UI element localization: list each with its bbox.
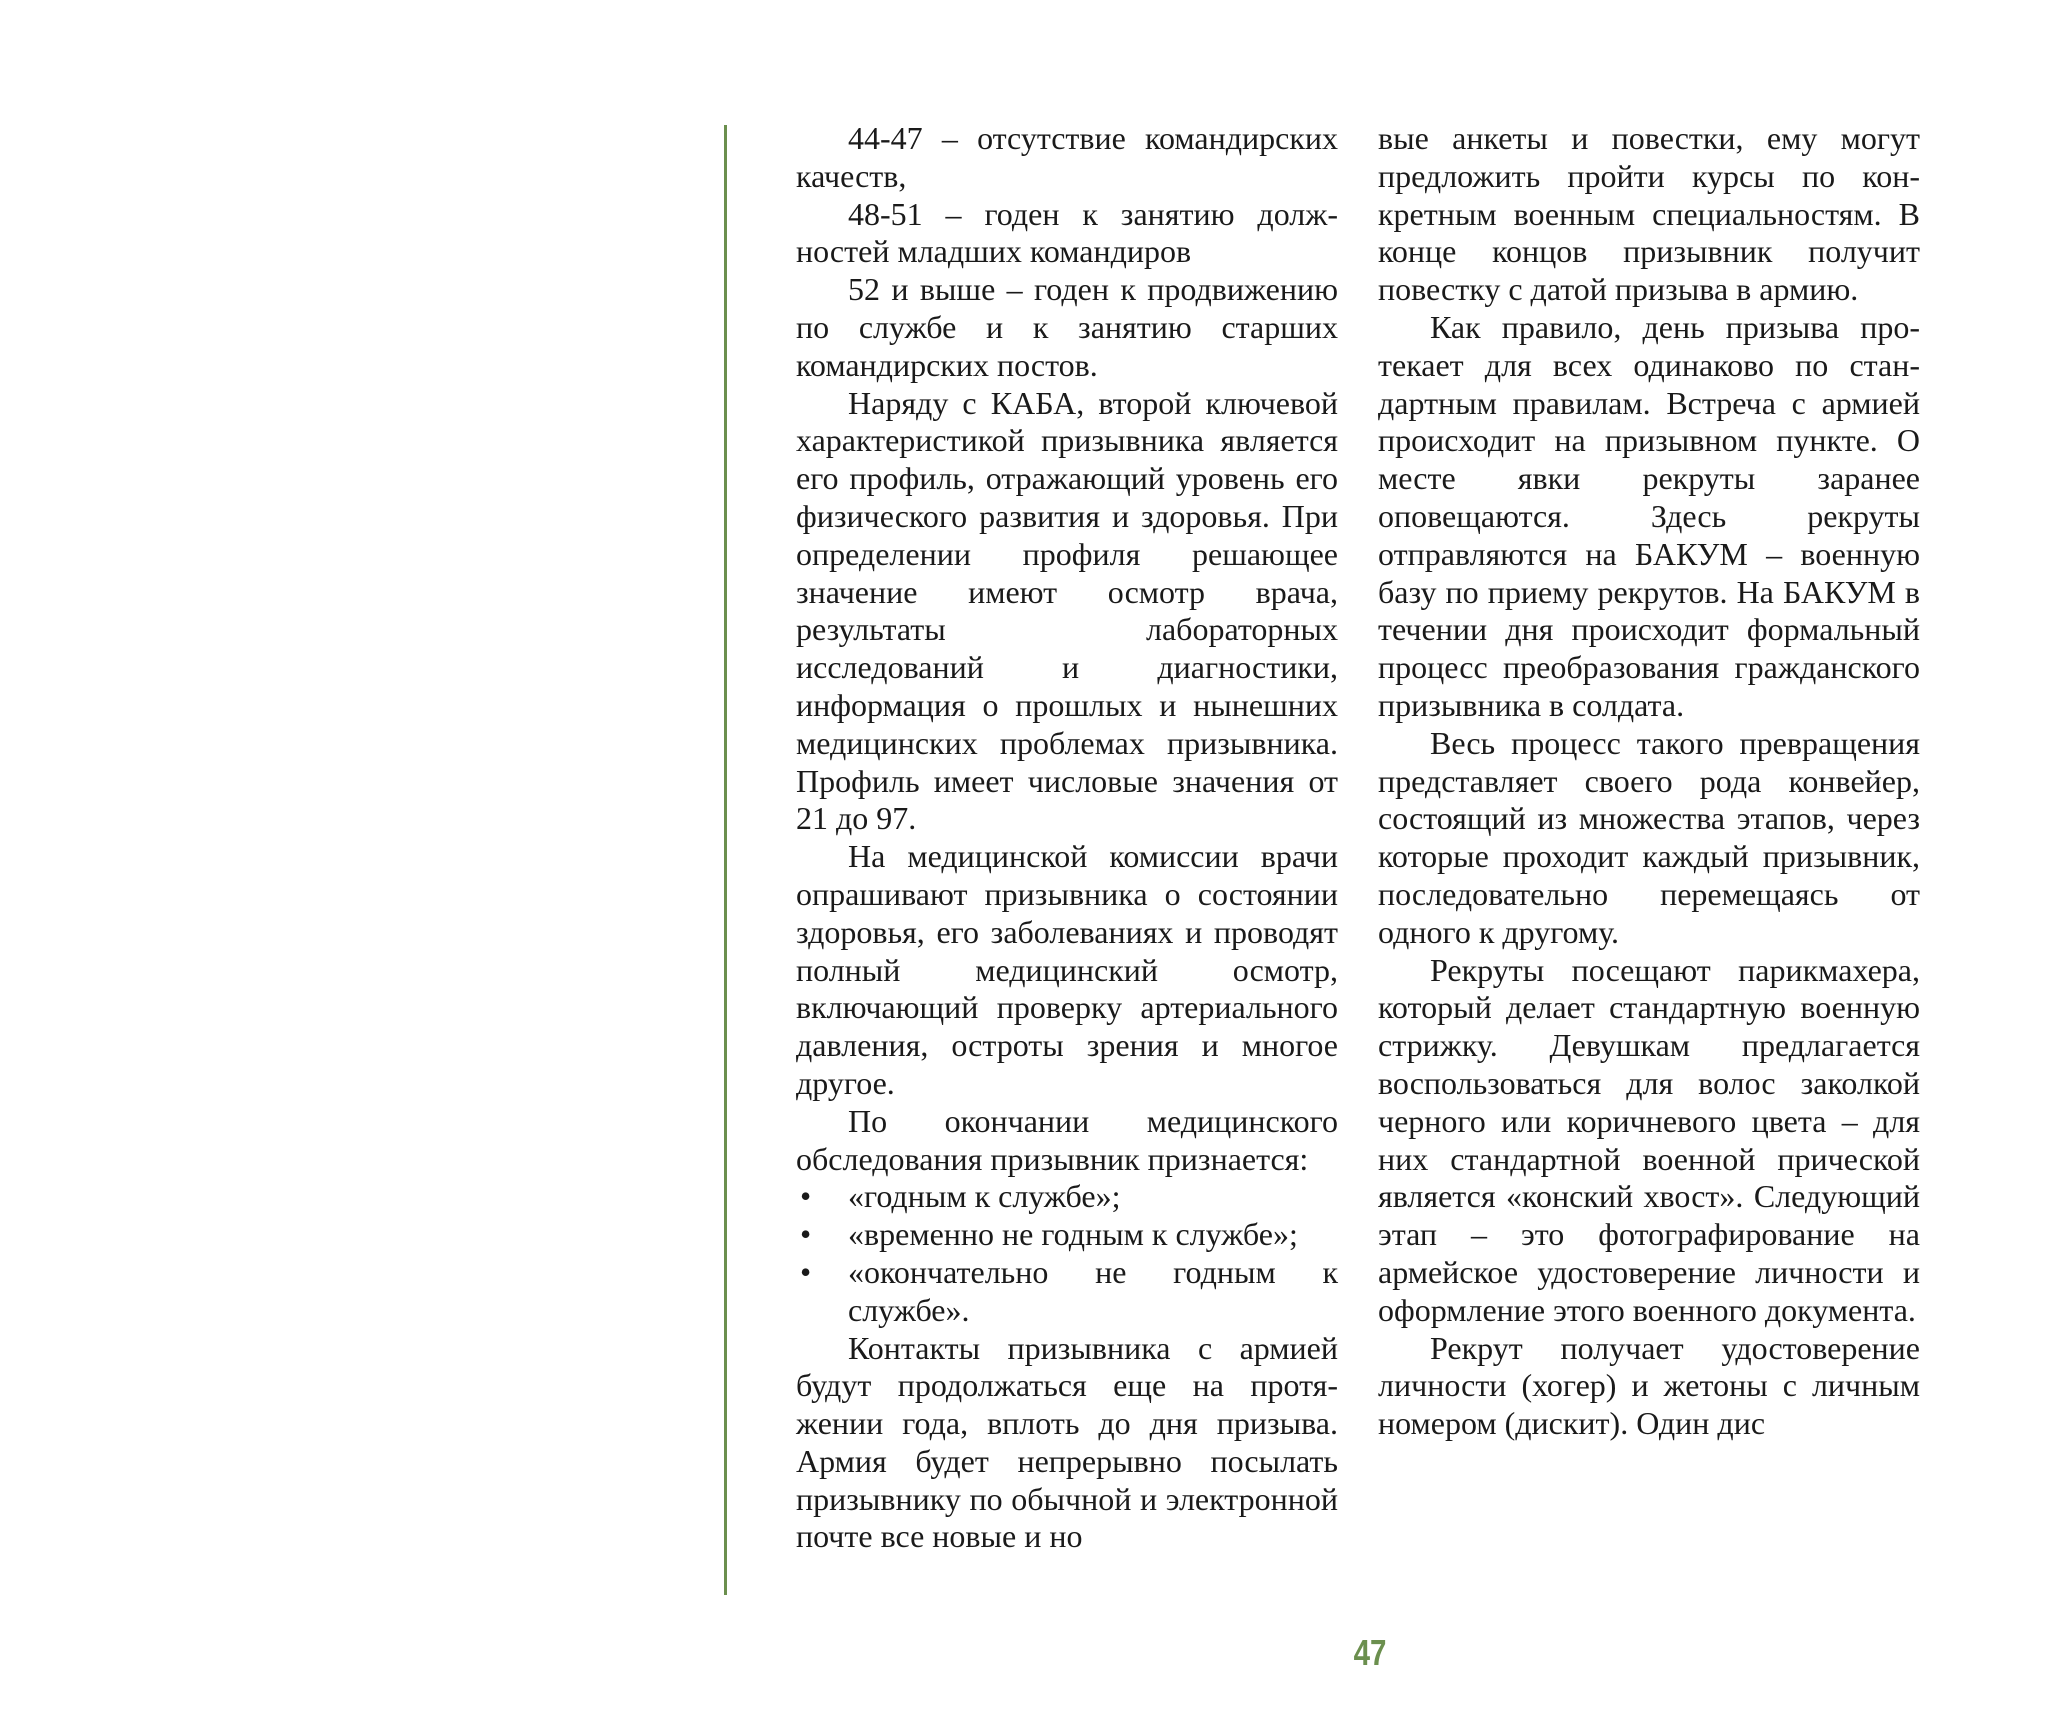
- paragraph: Контакты призывника с армией будут продолжаться еще на протяжении года, вплоть до дня призыва. Армия будет непрерывно посылать призывнику по обычной и электронной почте все новые и но: [796, 1329, 1338, 1555]
- left-text-column: [796, 120, 1338, 1556]
- list-item-text: «окончательно не годным к службе».: [848, 1253, 1338, 1328]
- vertical-divider-rule: [724, 125, 727, 1595]
- bullet-icon: •: [800, 1253, 812, 1290]
- list-item-text: «годным к службе»;: [848, 1178, 1121, 1215]
- bullet-icon: •: [800, 1178, 812, 1215]
- right-text-column: [1378, 120, 1920, 1443]
- paragraph: Весь процесс такого превращения представляет своего рода конвейер, состоящий из множества этапов, через которые проходит каждый призывник, последовательно перемещаясь от одного к другому.: [1378, 724, 1920, 950]
- paragraph: Как правило, день призыва протекает для всех одинаково по стандартным правилам. Встреча с армией происходит на призывном пункте. О месте явки рекруты заранее оповещаются. Здесь рекруты отправляются на БАКУМ – военную базу по приему рекрутов. На БАКУМ в течении дня происходит формальный процесс преобразования гражданского призывника в солдата.: [1378, 308, 1920, 723]
- list-item: [796, 1254, 1338, 1330]
- paragraph: По окончании медицинского обследования призывник признается:: [796, 1102, 1338, 1177]
- list-item: [796, 1216, 1338, 1254]
- paragraph: Наряду с КАБА, второй ключевой характеристикой призывника является его профиль, отражающий уровень его физического развития и здоровья. При определении профиля решающее значение имеют осмотр врача, результаты лабораторных исследований и диагностики, информация о прошлых и нынешних медицинских проблемах призывника. Профиль имеет числовые значения от 21 до 97.: [796, 384, 1338, 837]
- paragraph: вые анкеты и повестки, ему могут предложить пройти курсы по конкретным военным специальностям. В конце концов призывник получит повестку с датой призыва в армию.: [1378, 120, 1920, 308]
- paragraph: Рекруты посещают парикмахера, который делает стандартную военную стрижку. Девушкам предлагается воспользоваться для волос заколкой черного или коричневого цвета – для них стандартной военной прической является «конский хвост». Следующий этап – это фотографирование на армейское удостоверение личности и оформление этого военного документа.: [1378, 951, 1920, 1328]
- paragraph: На медицинской комиссии врачи опрашивают призывника о состоянии здоровья, его заболеваниях и проводят полный медицинский осмотр, включающий проверку артериального давления, остроты зрения и многое другое.: [796, 838, 1338, 1101]
- page-number: 47: [1353, 1632, 1387, 1673]
- fitness-status-list: [796, 1178, 1338, 1329]
- paragraph: 48-51 – годен к занятию должностей младших командиров: [796, 195, 1338, 270]
- paragraph: Рекрут получает удостоверение личности (хогер) и жетоны с личным номером (дискит). Один дис: [1378, 1329, 1920, 1442]
- bullet-icon: •: [800, 1216, 812, 1253]
- list-item: [796, 1178, 1338, 1216]
- paragraph: 44-47 – отсутствие командирских качеств,: [796, 120, 1338, 194]
- list-item-text: «временно не годным к службе»;: [848, 1216, 1298, 1253]
- paragraph: 52 и выше – годен к продвижению по службе и к занятию старших командирских постов.: [796, 271, 1338, 383]
